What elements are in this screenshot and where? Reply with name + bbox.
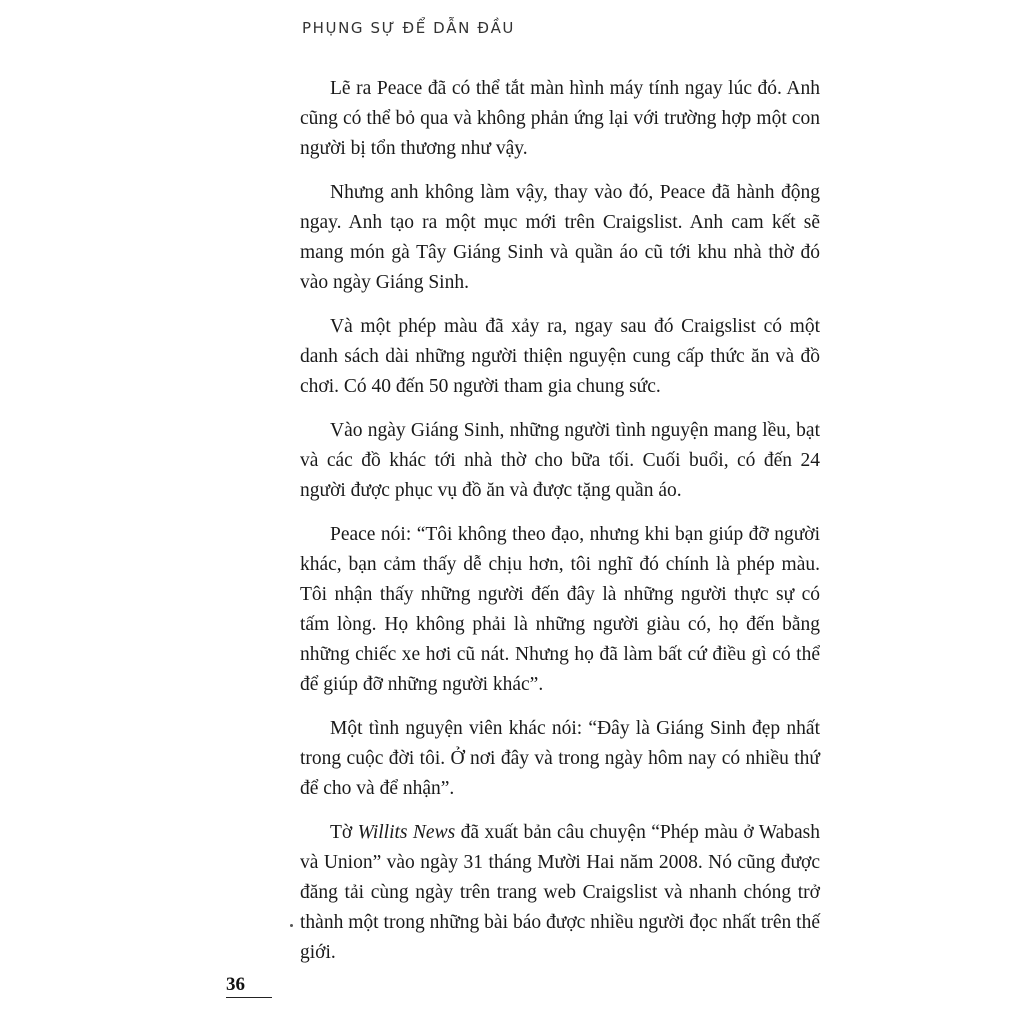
body-text — [300, 74, 820, 968]
page-number: 36 — [226, 974, 245, 995]
paragraph-7 — [300, 818, 820, 968]
print-speck — [290, 924, 293, 927]
paragraph-3: Và một phép màu đã xảy ra, ngay sau đó Craigslist có một danh sách dài những người thiện nguyện cung cấp thức ăn và đồ chơi. Có 40 đến 50 người tham gia chung sức. — [300, 316, 820, 397]
paragraph-7-rest: đã xuất bản câu chuyện “Phép màu ở Wabash và Union” vào ngày 31 tháng Mười Hai năm 2008. Nó cũng được đăng tải cùng ngày trên trang web Craigslist và nhanh chóng trở thành một trong những bài báo được nhiều người đọc nhất trên thế giới. — [300, 822, 820, 963]
running-header: PHỤNG SỰ ĐỂ DẪN ĐẦU — [302, 19, 516, 37]
paragraph-2: Nhưng anh không làm vậy, thay vào đó, Peace đã hành động ngay. Anh tạo ra một mục mới trên Craigslist. Anh cam kết sẽ mang món gà Tây Giáng Sinh và quần áo cũ tới khu nhà thờ đó vào ngày Giáng Sinh. — [300, 182, 820, 293]
paragraph-1: Lẽ ra Peace đã có thể tắt màn hình máy tính ngay lúc đó. Anh cũng có thể bỏ qua và không phản ứng lại với trường hợp một con người bị tổn thương như vậy. — [300, 78, 820, 159]
paragraph-5: Peace nói: “Tôi không theo đạo, nhưng khi bạn giúp đỡ người khác, bạn cảm thấy dễ chịu hơn, tôi nghĩ đó chính là phép màu. Tôi nhận thấy những người đến đây là những người thực sự có tấm lòng. Họ không phải là những người giàu có, họ đến bằng những chiếc xe hơi cũ nát. Nhưng họ đã làm bất cứ điều gì có thể để giúp đỡ những người khác”. — [300, 524, 820, 695]
paragraph-6: Một tình nguyện viên khác nói: “Đây là Giáng Sinh đẹp nhất trong cuộc đời tôi. Ở nơi đây và trong ngày hôm nay có nhiều thứ để cho và để nhận”. — [300, 718, 820, 799]
paragraph-4: Vào ngày Giáng Sinh, những người tình nguyện mang lều, bạt và các đồ khác tới nhà thờ cho bữa tối. Cuối buổi, có đến 24 người được phục vụ đồ ăn và được tặng quần áo. — [300, 420, 820, 501]
newspaper-title: Willits News — [357, 822, 456, 843]
paragraph-7-lead: Tờ — [330, 822, 358, 843]
page-number-rule — [226, 997, 272, 998]
